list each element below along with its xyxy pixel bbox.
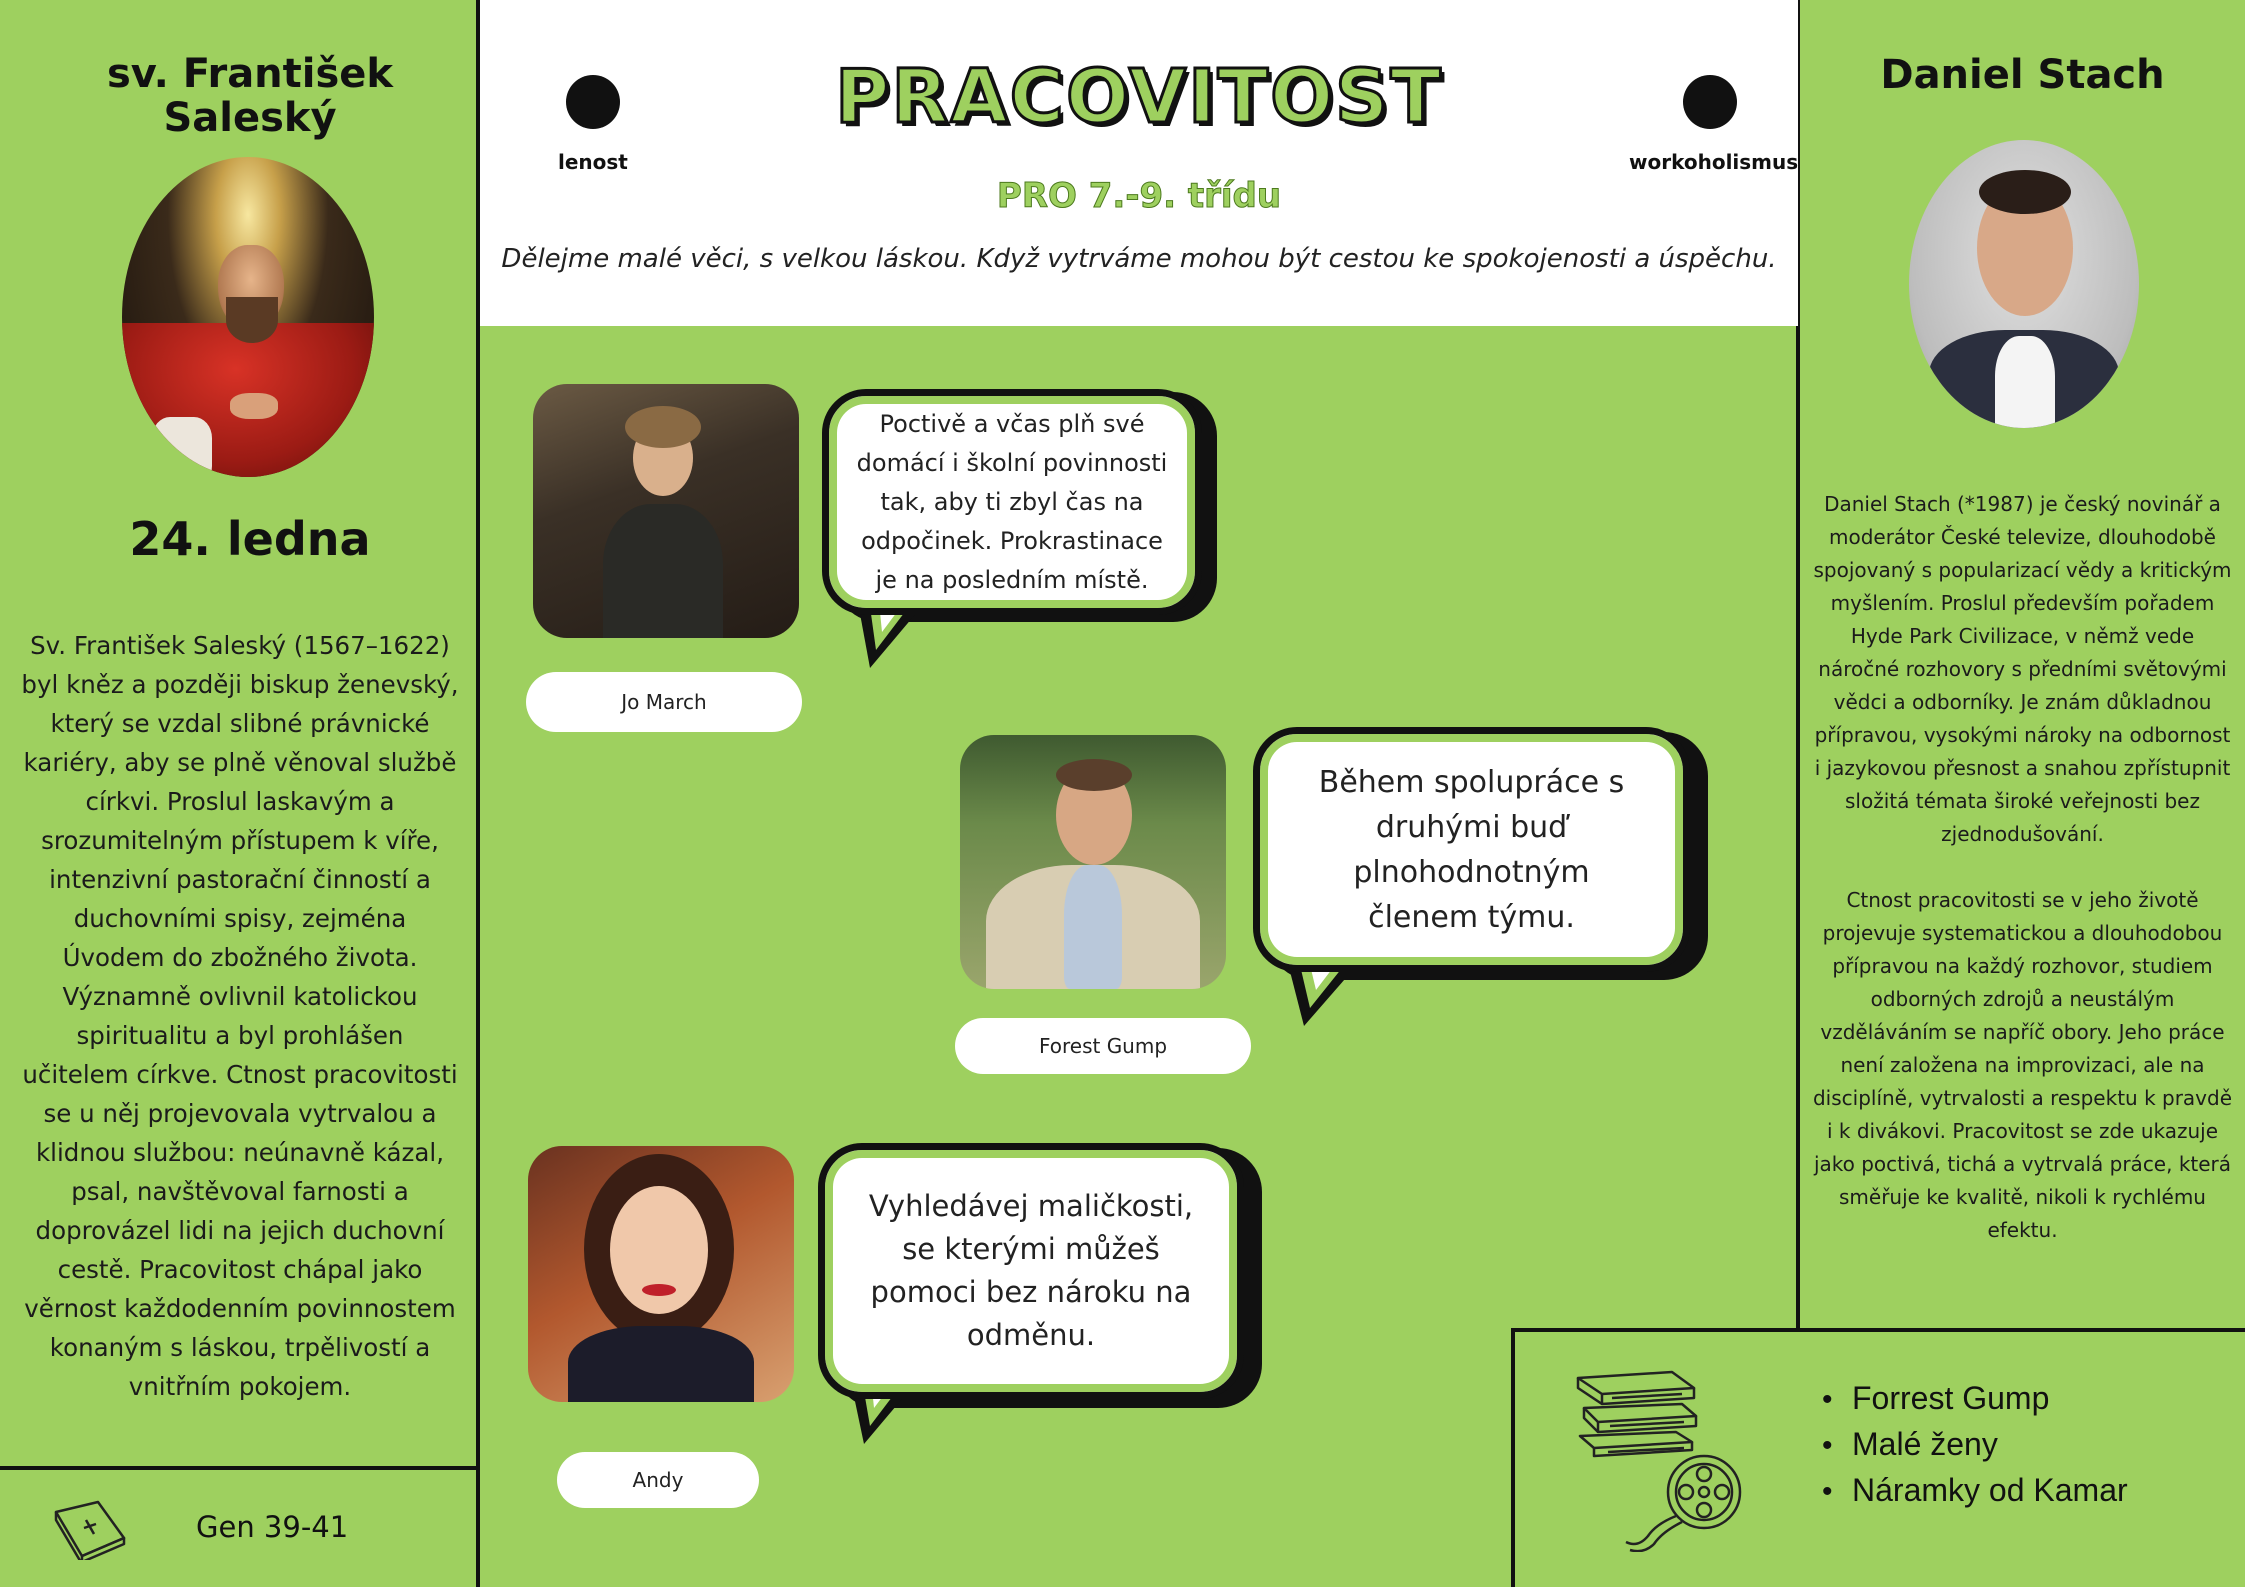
character-name-andy: Andy [557,1452,759,1508]
quote-forrest: Během spolupráce s druhými buď plnohodnotným členem týmu. [1253,727,1690,972]
books-icon [1572,1358,1700,1458]
header-band [480,0,1798,326]
character-photo-jo [533,384,799,638]
motto: Dělejme malé věci, s velkou láskou. Když vytrváme mohou být cestou ke spokojenosti a úspěchu. [501,244,1777,274]
figure-body [603,504,723,638]
feast-date: 24. ledna [129,512,371,566]
figure-shirt [1064,865,1122,989]
saint-bio: Sv. František Saleský (1567–1622) byl kněz a později biskup ženevský, který se vzdal slibné právnické kariéry, aby se plně věnoval službě církvi. Proslul laskavým a srozumitelným přístupem k víře, intenzivní pastorační činností a duchovními spisy, zejména Úvodem do zbožného života. Významně ovlivnil katolickou spiritualitu a byl prohlášen učitelem církve. Ctnost pracovitosti se u něj projevovala vytrvalou a klidnou službou: neúnavně kázal, psal, navštěvoval farnosti a doprovázel lidi na jejich duchovní cestě. Pracovitost chápal jako věrnost každodenním povinnostem konaným s láskou, trpělivostí a vnitřním pokojem. [21,631,459,1401]
figure-hair [625,406,701,448]
person-bio [1810,488,2235,1247]
scale-label-left: lenost [558,150,628,174]
saint-hand [230,393,278,419]
figure-hair [1056,759,1132,791]
saint-portrait [122,157,374,477]
character-name-forrest: Forest Gump [955,1018,1251,1074]
person-portrait [1909,140,2139,428]
film-reel-icon [1620,1452,1750,1552]
scale-label-right: workoholismus [1629,150,1799,174]
bible-icon [50,1498,128,1560]
left-footer-divider [0,1466,478,1470]
media-item: • Malé ženy [1822,1422,2128,1468]
figure-lips [642,1284,676,1296]
figure-shirt [1995,336,2055,428]
media-item: • Náramky od Kamar [1822,1468,2128,1514]
quote-jo: Poctivě a včas plň své domácí i školní povinnosti tak, aby ti zbyl čas na odpočinek. Prokrastinace je na posledním místě. [822,389,1202,615]
saint-collar [152,417,212,477]
person-name: Daniel Stach [1880,52,2165,98]
figure-hair [1979,170,2071,214]
character-photo-andy [528,1146,794,1402]
person-bio-part-2: Ctnost pracovitosti se v jeho životě projevuje systematickou a dlouhodobou přípravou na každý rozhovor, studiem odborných zdrojů a neustálým vzděláváním se napříč obory. Jeho práce není založena na improvizaci, ale na disciplíně, vytrvalosti a respektu k pravdě i k divákovi. Pracovitost se zde ukazuje jako poctivá, tichá a vytrvalá práce, která směřuje ke kvalitě, nikoli k rychlému efektu. [1812,888,2233,1242]
media-list [1822,1376,2128,1514]
character-name-jo: Jo March [526,672,802,732]
saint-beard [226,297,278,343]
media-box-top-border [1511,1328,2245,1332]
page-subtitle: PRO 7.-9. třídu [996,176,1282,216]
quote-andy: Vyhledávej maličkosti, se kterými můžeš pomoci bez nároku na odměnu. [818,1143,1244,1399]
bible-reference: Gen 39-41 [196,1510,349,1544]
saint-name: sv. František Saleský [106,51,394,141]
character-photo-forrest [960,735,1226,989]
page-title: PRACOVITOST [835,54,1443,140]
person-bio-part-1: Daniel Stach (*1987) je český novinář a moderátor České televize, dlouhodobě spojovaný s popularizací vědy a kritickým myšlením. Proslul především pořadem Hyde Park Civilizace, v němž vede náročné rozhovory s předními světovými vědci a odborníky. Je znám důkladnou přípravou, vysokými nároky na odbornost i jazykovou přesnost a snahou zpřístupnit složitá témata široké veřejnosti bez zjednodušování. [1813,492,2232,846]
figure-body [568,1326,754,1402]
media-box-left-border [1511,1328,1515,1587]
media-item: • Forrest Gump [1822,1376,2128,1422]
